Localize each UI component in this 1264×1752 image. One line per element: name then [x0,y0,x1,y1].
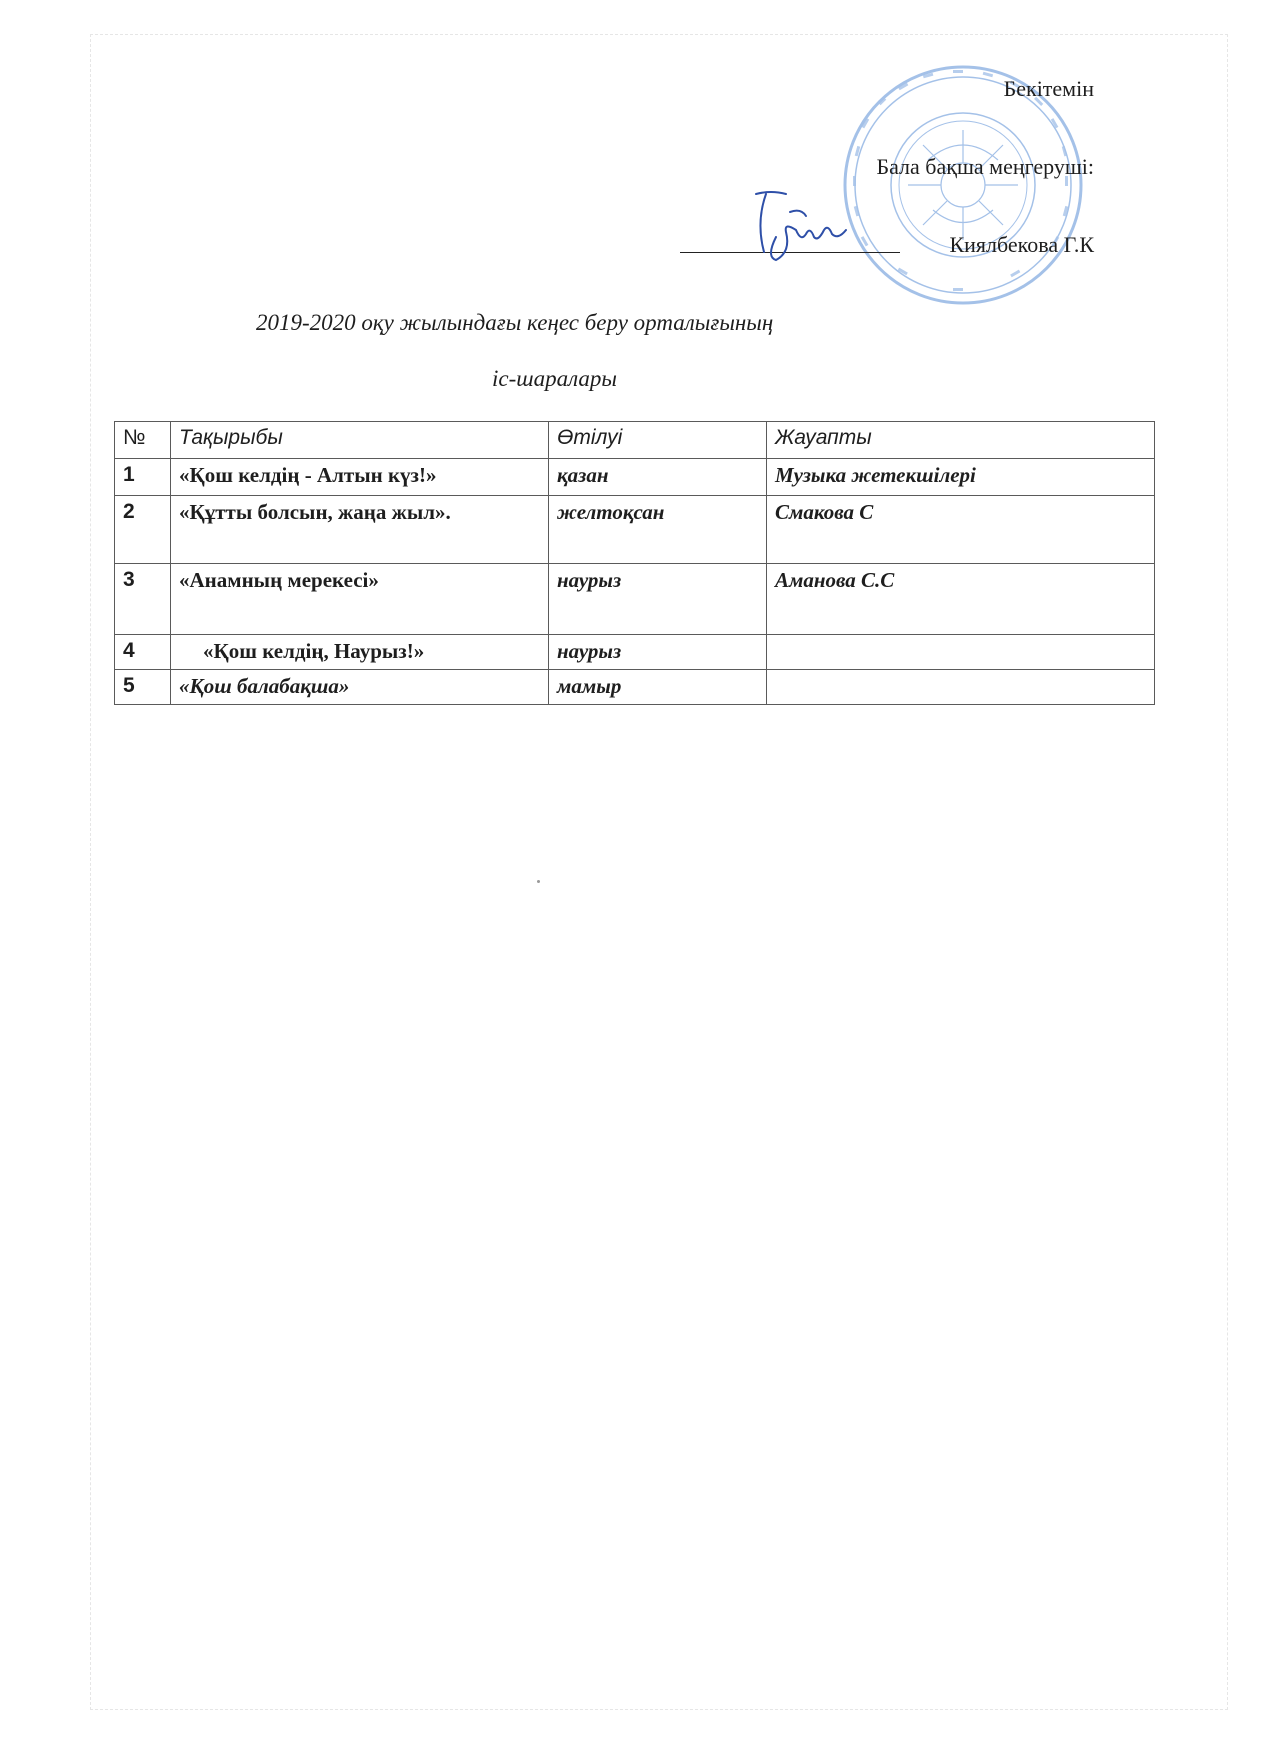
row-month: желтоқсан [549,496,767,564]
header-number: № [115,422,171,459]
approval-title: Бекітемін [1003,76,1094,101]
header-topic: Тақырыбы [171,422,549,459]
table-row [115,564,1155,635]
row-number: 2 [115,496,171,564]
handwritten-signature-icon [746,182,876,272]
row-topic: «Қош балабақша» [171,670,549,705]
row-month: қазан [549,459,767,496]
row-topic: «Қош келдің - Алтын күз!» [171,459,549,496]
document-subtitle: іс-шаралары [492,366,618,391]
approval-name: Киялбекова Г.К [949,232,1094,257]
row-topic: «Құтты болсын, жаңа жыл». [171,496,549,564]
table-row [115,670,1155,705]
table-row [115,459,1155,496]
row-number: 1 [115,459,171,496]
row-month: мамыр [549,670,767,705]
row-topic: «Анамның мерекесі» [171,564,549,635]
document-title: 2019-2020 оқу жылындағы кеңес беру орталығының [256,310,774,335]
row-responsible [767,635,1155,670]
table-row [115,496,1155,564]
row-month: наурыз [549,635,767,670]
header-date: Өтілуі [549,422,767,459]
approval-role: Бала бақша меңгеруші: [876,154,1094,179]
row-responsible: Смакова С [767,496,1155,564]
events-table [114,421,1155,705]
row-topic: «Қош келдің, Наурыз!» [171,635,549,670]
row-number: 4 [115,635,171,670]
row-responsible [767,670,1155,705]
scan-speck [537,880,540,883]
row-number: 3 [115,564,171,635]
row-number: 5 [115,670,171,705]
header-responsible: Жауапты [767,422,1155,459]
row-responsible: Аманова С.С [767,564,1155,635]
row-responsible: Музыка жетекшілері [767,459,1155,496]
row-month: наурыз [549,564,767,635]
table-row [115,635,1155,670]
table-header-row [115,422,1155,459]
